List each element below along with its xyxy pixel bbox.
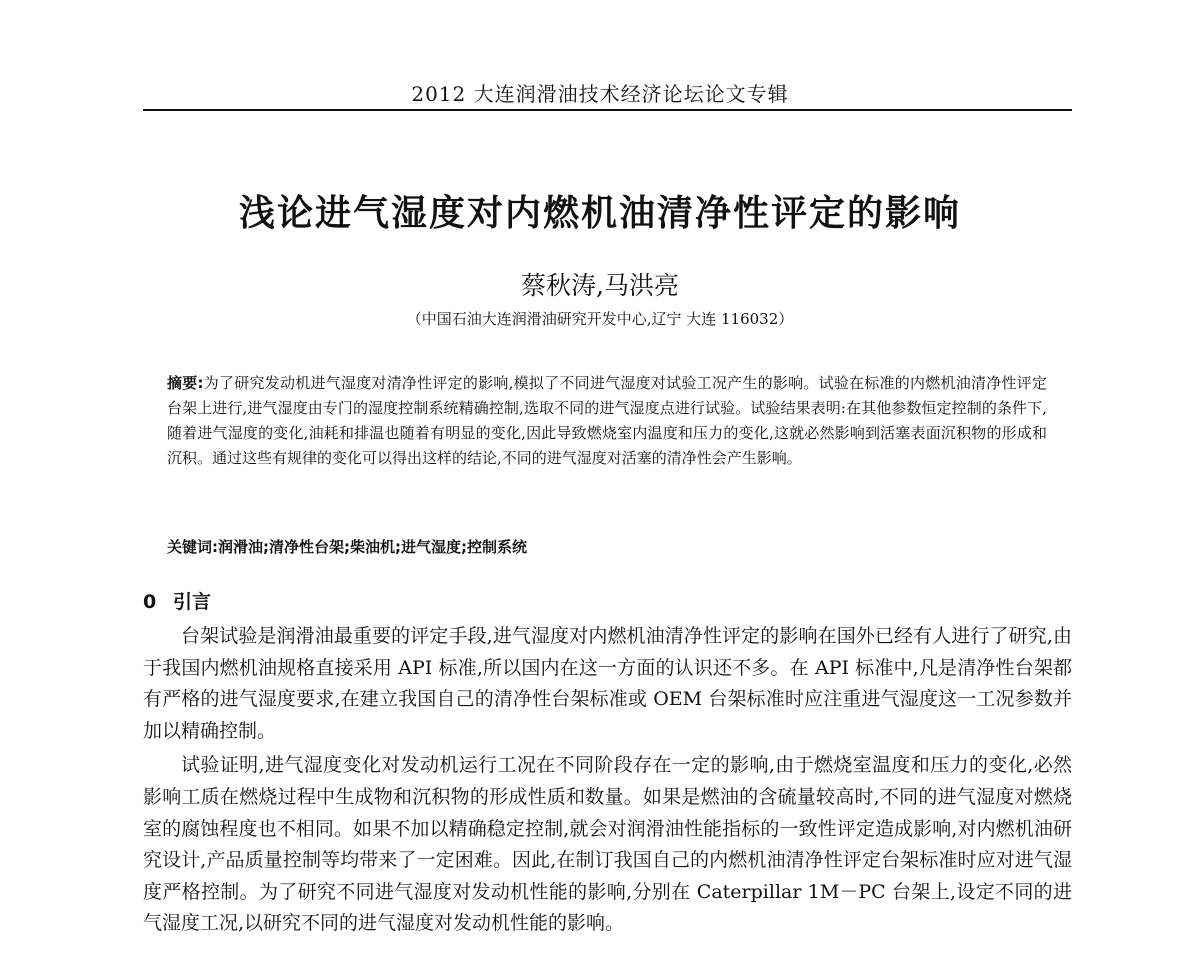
- section-body: [143, 621, 1072, 943]
- keywords-label: 关键词:: [167, 538, 218, 556]
- section-number: 0: [143, 591, 157, 613]
- body-paragraph: 试验证明,进气湿度变化对发动机运行工况在不同阶段存在一定的影响,由于燃烧室温度和压力的变化,必然影响工质在燃烧过程中生成物和沉积物的形成性质和数量。如果是燃油的含硫量较高时,不同的进气湿度对燃烧室的腐蚀程度也不相同。如果不加以精确稳定控制,就会对润滑油性能指标的一致性评定造成影响,对内燃机油研究设计,产品质量控制等均带来了一定困难。因此,在制订我国自己的内燃机油清净性评定台架标准时应对进气湿度严格控制。为了研究不同进气湿度对发动机性能的影响,分别在 Caterpillar 1M－PC 台架上,设定不同的进气湿度工况,以研究不同的进气湿度对发动机性能的影响。: [143, 754, 1072, 935]
- abstract: [167, 371, 1047, 471]
- section-heading: [143, 587, 211, 614]
- paper-affiliation: （中国石油大连润滑油研究开发中心,辽宁 大连 116032）: [406, 310, 794, 328]
- keywords-text: 润滑油;清净性台架;柴油机;进气湿度;控制系统: [218, 538, 527, 556]
- abstract-label: 摘要:: [167, 374, 204, 392]
- journal-header: 2012 大连润滑油技术经济论坛论文专辑: [411, 82, 789, 106]
- keywords: [167, 536, 1047, 557]
- section-title: 引言: [173, 591, 212, 613]
- paper-authors: 蔡秋涛,马洪亮: [521, 271, 679, 300]
- header-rule: [143, 109, 1072, 111]
- paper-title: 浅论进气湿度对内燃机油清净性评定的影响: [238, 193, 961, 234]
- abstract-text: 为了研究发动机进气湿度对清净性评定的影响,模拟了不同进气湿度对试验工况产生的影响。试验在标准的内燃机油清净性评定台架上进行,进气湿度由专门的湿度控制系统精确控制,选取不同的进气湿度点进行试验。试验结果表明:在其他参数恒定控制的条件下,随着进气湿度的变化,油耗和排温也随着有明显的变化,因此导致燃烧室内温度和压力的变化,这就必然影响到活塞表面沉积物的形成和沉积。通过这些有规律的变化可以得出这样的结论,不同的进气湿度对活塞的清净性会产生影响。: [167, 374, 1048, 467]
- body-paragraph: 台架试验是润滑油最重要的评定手段,进气湿度对内燃机油清净性评定的影响在国外已经有人进行了研究,由于我国内燃机油规格直接采用 API 标准,所以国内在这一方面的认识还不多。在 API 标准中,凡是清净性台架都有严格的进气湿度要求,在建立我国自己的清净性台架标准或 OEM 台架标准时应注重进气湿度这一工况参数并加以精确控制。: [143, 625, 1072, 742]
